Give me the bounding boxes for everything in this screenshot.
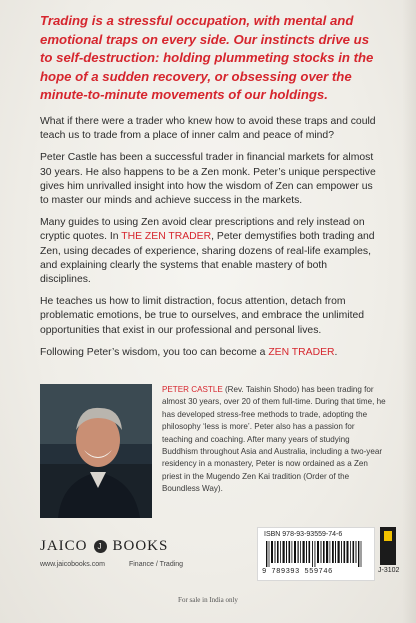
zen-trader-highlight: ZEN TRADER: [268, 346, 335, 358]
publisher-block: [40, 538, 230, 578]
author-bio: [162, 384, 386, 496]
paragraph-intro: What if there were a trader who knew how to avoid these traps and could teach us to trade from a place of inner calm and peace of mind?: [40, 115, 376, 142]
publisher-logo: [40, 538, 230, 555]
author-photo: [40, 384, 152, 518]
paragraph-text: , Peter demystifies both trading and Zen, using decades of experience, sharing dozens of real-life examples, and explaining clearly the systems that enable mastery of both disciplines.: [40, 231, 375, 285]
logo-right-text: BOOKS: [112, 538, 169, 554]
sale-region-note: For sale in India only: [178, 596, 238, 604]
paragraph-book-description: [40, 216, 378, 287]
publisher-info: [40, 561, 230, 568]
pull-quote: Trading is a stressful occupation, with mental and emotional traps on every side. Our instincts drive us to self-destruction: holding plummeting stocks in the hope of a sudden recovery, or obsessing over the minute-to-minute movements of our holdings.: [40, 13, 374, 103]
author-bio-text: (Rev. Taishin Shodo) has been trading for almost 30 years, over 20 of them full-time. During that time, he has developed stress-free methods to trade, adopting the philosophy ‘less is more’. Peter also has a passion for teaching and coaching. After many years of studying Buddhism throughout Asia and Australia, including a two-year residency in a monastery, Peter is now ordained as a Zen priest in the Mugendo Zen Kai tradition (Order of the Boundless Way).: [162, 385, 386, 494]
paragraph-author-summary: Peter Castle has been a successful trader in financial markets for almost 30 years. He also happens to be a Zen monk. Peter’s unique perspective gives him unrivalled insight into how the wisdom of Zen can empower us to master our minds and achieve success in the markets.: [40, 152, 376, 206]
logo-seal-icon: J: [94, 540, 107, 553]
author-bio-section: [40, 384, 388, 534]
book-title-highlight: THE ZEN TRADER: [121, 231, 212, 243]
paragraph-closing: [40, 346, 378, 360]
main-text-block: [40, 12, 378, 368]
book-category: Finance / Trading: [128, 561, 184, 568]
paragraph-teachings: He teaches us how to limit distraction, focus attention, detach from problematic emotions, be true to ourselves, and embrace the unlimited opportunities that exist in our professional and personal lives.: [40, 296, 365, 336]
paragraph-text: Many guides to using Zen avoid clear prescriptions and rely instead on cryptic quotes. In: [40, 217, 365, 243]
publisher-spine-icon: [380, 527, 396, 565]
catalog-code: J-3102: [378, 567, 400, 574]
paragraph-text: .: [334, 346, 338, 358]
author-name: PETER CASTLE: [162, 385, 223, 394]
barcode-bars: [264, 541, 368, 567]
barcode-number: 9 789393 559746: [262, 568, 333, 576]
paragraph-text: Following Peter’s wisdom, you too can become a: [40, 346, 269, 358]
isbn-label: ISBN 978-93-93559-74-6: [264, 531, 343, 538]
logo-left-text: JAICO: [40, 538, 88, 554]
barcode-box: [257, 527, 375, 581]
publisher-website: www.jaicobooks.com: [40, 561, 105, 568]
